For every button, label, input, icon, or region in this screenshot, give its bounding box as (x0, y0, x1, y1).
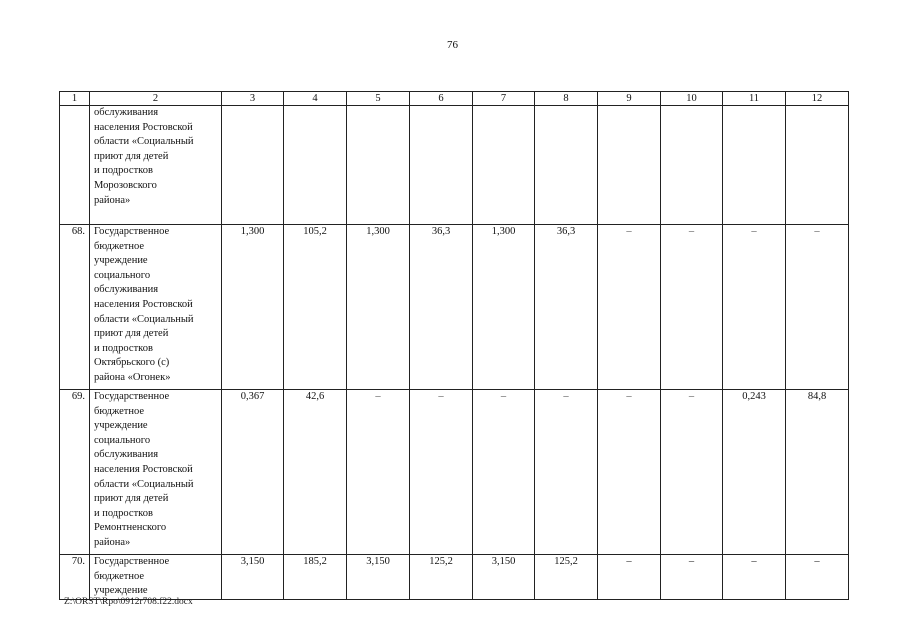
column-header: 3 (222, 92, 284, 106)
cell-value: – (598, 555, 661, 600)
cell-value (284, 106, 347, 225)
cell-value: – (661, 390, 723, 555)
column-header: 1 (60, 92, 90, 106)
cell-value (473, 106, 535, 225)
column-header: 8 (535, 92, 598, 106)
column-header: 10 (661, 92, 723, 106)
cell-value: 36,3 (535, 225, 598, 390)
data-table (59, 91, 849, 600)
cell-value: – (661, 555, 723, 600)
table-header-row (60, 92, 849, 106)
cell-value (723, 106, 786, 225)
cell-value: 3,150 (222, 555, 284, 600)
cell-value (786, 106, 849, 225)
cell-value: 185,2 (284, 555, 347, 600)
row-index: 70. (60, 555, 90, 600)
column-header: 6 (410, 92, 473, 106)
column-header: 12 (786, 92, 849, 106)
row-index (60, 106, 90, 225)
institution-name: Государственное бюджетное учреждение (90, 555, 222, 600)
cell-value: 0,367 (222, 390, 284, 555)
cell-value: – (535, 390, 598, 555)
cell-value: – (723, 225, 786, 390)
cell-value: – (786, 225, 849, 390)
cell-value (661, 106, 723, 225)
data-table-container (59, 91, 849, 600)
cell-value: 42,6 (284, 390, 347, 555)
cell-value: – (473, 390, 535, 555)
institution-name: Государственное бюджетное учреждение социального обслуживания населения Ростовской области «Социальный приют для детей и подростков Ремонтненского района» (90, 390, 222, 555)
cell-value: 125,2 (410, 555, 473, 600)
column-header: 11 (723, 92, 786, 106)
cell-value: – (661, 225, 723, 390)
table-row (60, 225, 849, 390)
cell-value (222, 106, 284, 225)
institution-name: Государственное бюджетное учреждение социального обслуживания населения Ростовской области «Социальный приют для детей и подростков Октябрьского (с) района «Огонек» (90, 225, 222, 390)
cell-value (598, 106, 661, 225)
page-number: 76 (447, 39, 458, 51)
cell-value: – (786, 555, 849, 600)
cell-value: – (347, 390, 410, 555)
cell-value: 1,300 (473, 225, 535, 390)
institution-name: обслуживания населения Ростовской области «Социальный приют для детей и подростков Морозовского района» (90, 106, 222, 225)
cell-value: 36,3 (410, 225, 473, 390)
cell-value (535, 106, 598, 225)
column-header: 5 (347, 92, 410, 106)
column-header: 2 (90, 92, 222, 106)
table-row (60, 390, 849, 555)
cell-value: 3,150 (347, 555, 410, 600)
cell-value (410, 106, 473, 225)
cell-value: 1,300 (347, 225, 410, 390)
table-row (60, 106, 849, 225)
cell-value: – (410, 390, 473, 555)
table-row (60, 555, 849, 600)
row-index: 68. (60, 225, 90, 390)
file-path-footer: Z:\ORST\Rpo\0912r708.f22.docx (64, 597, 193, 607)
column-header: 4 (284, 92, 347, 106)
cell-value: – (598, 390, 661, 555)
cell-value: – (723, 555, 786, 600)
cell-value: 1,300 (222, 225, 284, 390)
cell-value: 84,8 (786, 390, 849, 555)
cell-value: 0,243 (723, 390, 786, 555)
cell-value: 105,2 (284, 225, 347, 390)
column-header: 9 (598, 92, 661, 106)
column-header: 7 (473, 92, 535, 106)
cell-value (347, 106, 410, 225)
cell-value: 125,2 (535, 555, 598, 600)
cell-value: 3,150 (473, 555, 535, 600)
cell-value: – (598, 225, 661, 390)
row-index: 69. (60, 390, 90, 555)
